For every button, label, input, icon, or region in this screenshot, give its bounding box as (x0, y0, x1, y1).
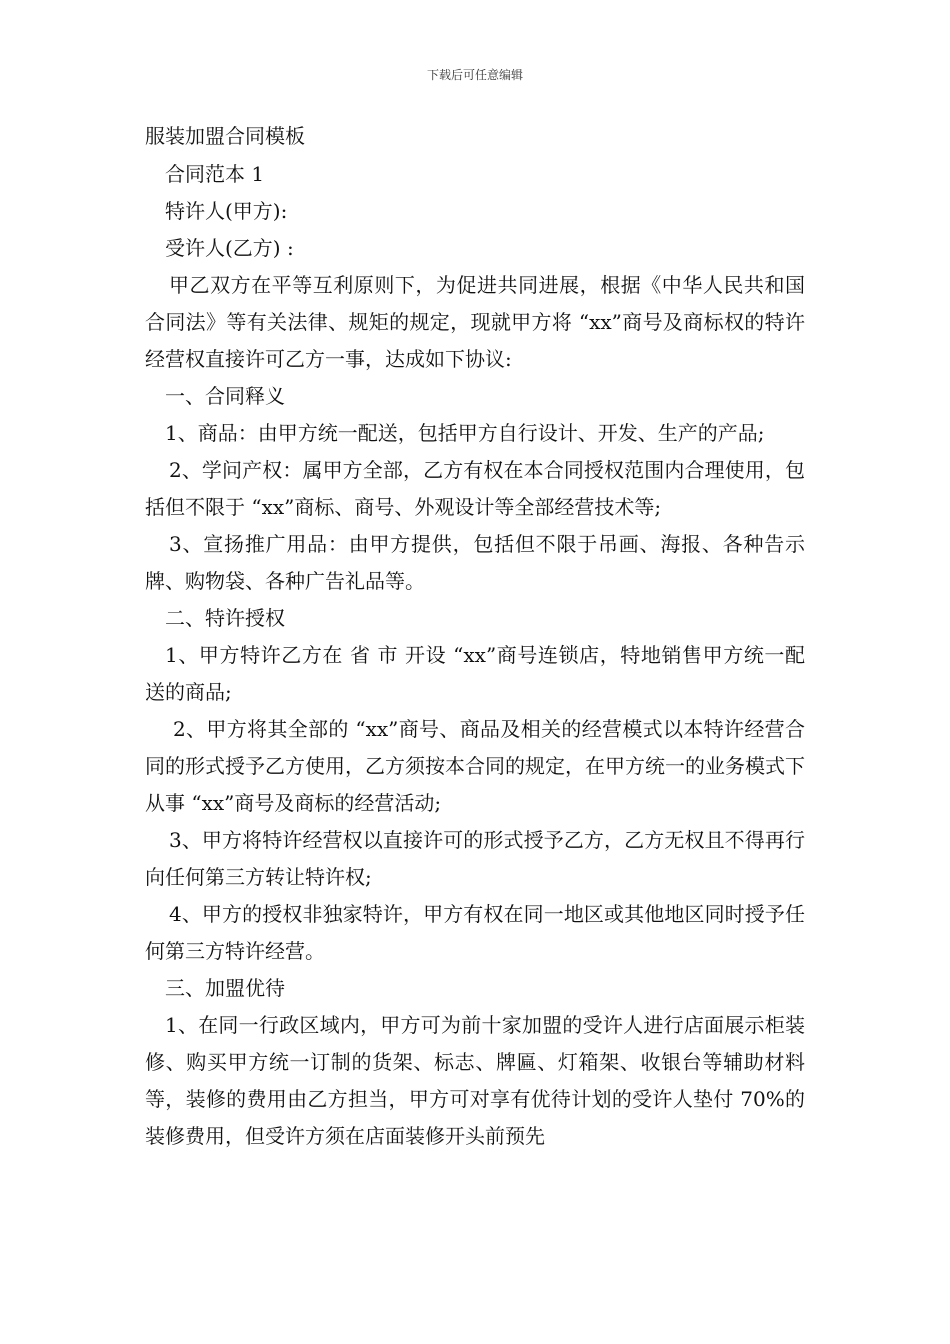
paragraph-definition-promo: 3、宣扬推广用品：由甲方提供，包括但不限于吊画、海报、各种告示牌、购物袋、各种广告礼品等。 (145, 532, 805, 593)
paragraph-definition-goods: 1、商品：由甲方统一配送，包括甲方自行设计、开发、生产的产品; (165, 421, 765, 445)
paragraph-license-4: 4、甲方的授权非独家特许，甲方有权在同一地区或其他地区同时授予任何第三方特许经营。 (145, 902, 805, 963)
paragraph-license-2: 2、甲方将其全部的 “xx”商号、商品及相关的经营模式以本特许经营合同的形式授予乙方使用，乙方须按本合同的规定，在甲方统一的业务模式下从事 “xx”商号及商标的经营活动; (145, 717, 805, 815)
paragraph-incentive-1: 1、在同一行政区域内，甲方可为前十家加盟的受许人进行店面展示柜装修、购买甲方统一订制的货架、标志、牌匾、灯箱架、收银台等辅助材料等，装修的费用由乙方担当，甲方可对享有优待计划的受许人垫付 70%的装修费用，但受许方须在店面装修开头前预先 (145, 1013, 805, 1148)
paragraph-license-3: 3、甲方将特许经营权以直接许可的形式授予乙方，乙方无权且不得再行向任何第三方转让特许权; (145, 828, 805, 889)
paragraph-party-b: 受许人(乙方) : (165, 236, 294, 260)
section-heading-definitions: 一、合同释义 (165, 384, 285, 408)
document-body (145, 118, 805, 1155)
paragraph-contract-sample: 合同范本 1 (165, 162, 265, 186)
paragraph-definition-ip: 2、学问产权：属甲方全部，乙方有权在本合同授权范围内合理使用，包括但不限于 “xx”商标、商号、外观设计等全部经营技术等; (145, 458, 805, 519)
paragraph-party-a: 特许人(甲方): (165, 199, 288, 223)
paragraph-license-1: 1、甲方特许乙方在 省 市 开设 “xx”商号连锁店，特地销售甲方统一配送的商品; (145, 643, 805, 704)
page-header-note: 下载后可任意编辑 (426, 68, 523, 82)
paragraph-preamble: 甲乙双方在平等互利原则下，为促进共同进展，根据《中华人民共和国合同法》等有关法律、规矩的规定，现就甲方将 “xx”商号及商标权的特许经营权直接许可乙方一事，达成如下协议: (145, 273, 805, 371)
section-heading-incentives: 三、加盟优待 (165, 976, 285, 1000)
document-title: 服装加盟合同模板 (145, 124, 305, 148)
section-heading-license: 二、特许授权 (165, 606, 285, 630)
